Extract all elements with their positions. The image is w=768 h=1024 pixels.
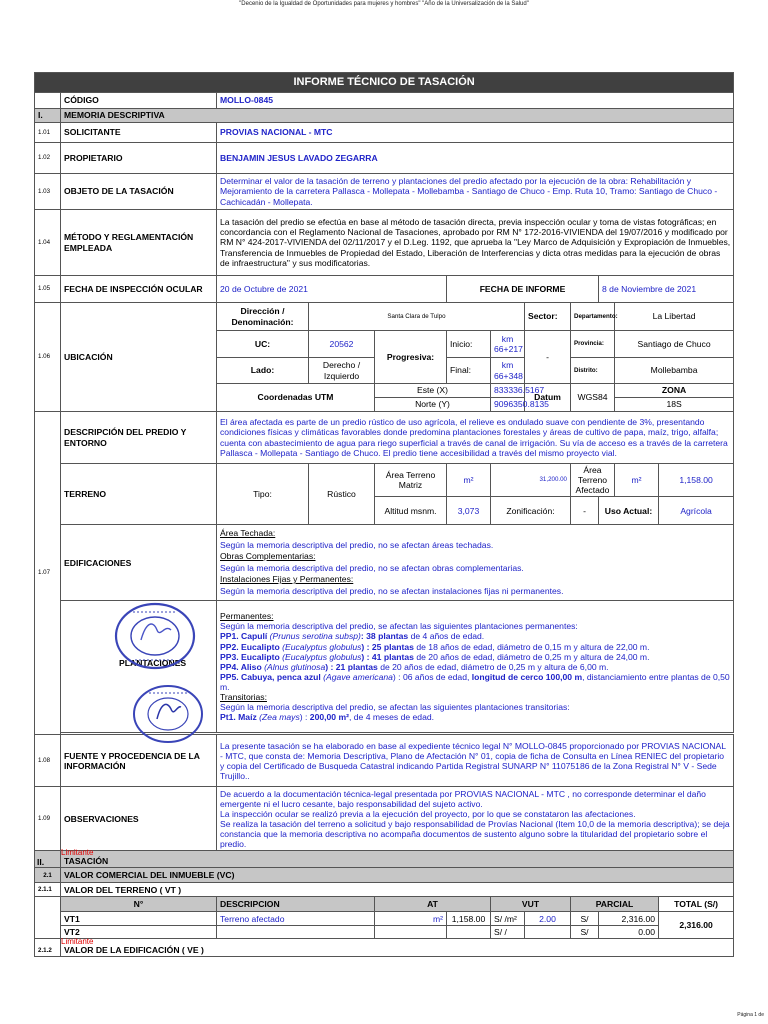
edif-instalaciones-heading: Instalaciones Fijas y Permanentes:: [220, 574, 354, 585]
vt2-desc: [217, 926, 375, 939]
vt-header-vut: VUT: [491, 897, 571, 912]
inicio-value: km 66+217: [491, 331, 525, 358]
area-afectado-unit: m²: [615, 464, 659, 497]
vt2-parcial-value: 0.00: [599, 926, 659, 939]
area-afectado-value: 1,158.00: [659, 464, 734, 497]
propietario-label: PROPIETARIO: [61, 143, 217, 174]
uso-actual-label: Uso Actual:: [599, 497, 659, 525]
terreno-label: TERRENO: [61, 464, 217, 525]
limitante-label-1: Limitante: [61, 848, 94, 858]
section-1-title: MEMORIA DESCRIPTIVA: [61, 109, 734, 123]
section-2-1-2-title: VALOR DE LA EDIFICACIÓN ( VE ): [61, 939, 734, 957]
vt2-vut-unit: S/ /: [491, 926, 525, 939]
departamento-value: La Libertad: [615, 303, 734, 331]
zonificacion-label: Zonificación:: [491, 497, 571, 525]
descripcion-value: El área afectada es parte de un predio rústico de uso agrícola, el relieve es ondulado suave con pendiente de 3%, presentando condiciones físicas y climáticas favorables donde predomina plantaciones forestales y áreas de cultivo de papa, maíz, trigo, alfalfa; cuenta con abastecimiento de agua para riego superficial a través de canal de irrigación. Su vía de acceso es a través de la carretera Pallasca - Mollepata - Santiago de Chuco. El predio tiene accesibilidad a través del mismo proyecto vial.: [217, 412, 734, 464]
area-afectado-label: Área Terreno Afectado: [571, 464, 615, 497]
vt1-vut-value: 2.00: [525, 912, 571, 926]
fecha-inspeccion-value: 20 de Octubre de 2021: [217, 276, 447, 303]
vt1-parcial-value: 2,316.00: [599, 912, 659, 926]
final-value: km 66+348: [491, 358, 525, 384]
codigo-value: MOLLO-0845: [217, 93, 734, 109]
section-2-1-title: VALOR COMERCIAL DEL INMUEBLE (VC): [61, 868, 734, 883]
altitud-label: Altitud msnm.: [375, 497, 447, 525]
section-2-1-1-num: 2.1.1: [35, 883, 61, 897]
zona-label: ZONA: [615, 384, 734, 398]
departamento-label: Departamento:: [571, 303, 615, 331]
metodo-label: MÉTODO Y REGLAMENTACIÓN EMPLEADA: [61, 210, 217, 276]
vt-header-n: N°: [61, 897, 217, 912]
vt2-at-unit: [375, 926, 447, 939]
tipo-value: Rústico: [309, 464, 375, 525]
propietario-value: BENJAMIN JESUS LAVADO ZEGARRA: [217, 143, 734, 174]
vt-header-total: TOTAL (S/): [659, 897, 734, 912]
edif-obras-text: Según la memoria descriptiva del predio, no se afectan obras complementarias.: [220, 562, 524, 573]
distrito-value: Mollebamba: [615, 358, 734, 384]
direccion-label: Dirección / Denominación:: [217, 303, 309, 331]
header-note: "Decenio de la Igualdad de Oportunidades para mujeres y hombres" "Año de la Universalización de la Salud": [239, 1, 529, 7]
plant-pp3: PP3. Eucalipto (Eucalyptus globulus) : 41 plantas de 20 años de edad, diámetro de 0,25 m y altura de 24,00 m.: [220, 651, 650, 662]
codigo-label: CÓDIGO: [61, 93, 217, 109]
vt-header-at: AT: [375, 897, 491, 912]
area-matriz-unit: m²: [447, 464, 491, 497]
plant-permanentes-intro: Según la memoria descriptiva del predio, se afectan las siguientes plantaciones permanentes:: [220, 621, 578, 632]
row-1-05-num: 1.05: [35, 276, 61, 303]
report-title: INFORME TÉCNICO DE TASACIÓN: [35, 73, 734, 93]
plant-transitorias-heading: Transitorias:: [220, 691, 267, 702]
plant-transitorias-intro: Según la memoria descriptiva del predio, se afectan las siguientes plantaciones transitorias:: [220, 701, 570, 712]
row-1-01-num: 1.01: [35, 123, 61, 143]
area-matriz-label: Área Terreno Matriz: [375, 464, 447, 497]
plant-pp4: PP4. Aliso (Alnus glutinosa) : 21 plantas de 20 años de edad, diámetro de 0,25 m y altura de 6,00 m.: [220, 661, 609, 672]
vt2-vut-value: [525, 926, 571, 939]
utm-label: Coordenadas UTM: [217, 384, 375, 412]
vt-header-desc: DESCRIPCION: [217, 897, 375, 912]
row-1-03-num: 1.03: [35, 174, 61, 210]
lado-label: Lado:: [217, 358, 309, 384]
plant-pp2: PP2. Eucalipto (Eucalyptus globulus) : 25 plantas de 18 años de edad, diámetro de 0,15 m y altura de 22,00 m.: [220, 641, 650, 652]
inicio-label: Inicio:: [447, 331, 491, 358]
seal-stamp-1: [113, 600, 197, 672]
edif-area-techada-heading: Área Techada:: [220, 528, 276, 539]
zonificacion-value: -: [571, 497, 599, 525]
tipo-label: Tipo:: [217, 464, 309, 525]
lado-value: Derecho / Izquierdo: [309, 358, 375, 384]
row-1-06-num: 1.06: [35, 303, 61, 412]
vt1-desc: Terreno afectado: [217, 912, 375, 926]
seal-stamp-2: [131, 683, 205, 745]
progresiva-dash: -: [525, 331, 571, 384]
edif-obras-heading: Obras Complementarias:: [220, 551, 316, 562]
edif-instalaciones-text: Según la memoria descriptiva del predio, no se afectan instalaciones fijas ni permanentes.: [220, 585, 564, 596]
plantaciones-content: [217, 601, 734, 733]
section-2-1-1-title: VALOR DEL TERRENO ( VT ): [61, 883, 734, 897]
este-value: 833336.5167: [491, 384, 525, 398]
observaciones-value: De acuerdo a la documentación técnica-legal presentada por PROVIAS NACIONAL - MTC , no corresponde determinar el daño emergente ni el lucro cesante, bajo responsabilidad del sujeto activo. La inspección ocular se realizó previa a la ejecución del proyecto, por lo que se constataron las afectaciones. Se realiza la tasación del terreno a solicitud y bajo responsabilidad de Provías Nacional (Item 10,0 de la memoria descriptiva); se deja constancia que la memoria descriptiva no acompaña documentos de sustento alguno sobre la titularidad del propietario sobre el predio.: [217, 787, 734, 851]
ubicacion-label: UBICACIÓN: [61, 303, 217, 412]
vt1-vut-unit: S/ /m²: [491, 912, 525, 926]
solicitante-value: PROVIAS NACIONAL - MTC: [217, 123, 734, 143]
edificaciones-content: [217, 525, 734, 601]
row-1-08-num: 1.08: [35, 735, 61, 787]
fecha-informe-label: FECHA DE INFORME: [447, 276, 599, 303]
observaciones-label: OBSERVACIONES: [61, 787, 217, 851]
uc-label: UC:: [217, 331, 309, 358]
uso-actual-value: Agrícola: [659, 497, 734, 525]
row-1-09-num: 1.09: [35, 787, 61, 851]
vt1-n: VT1: [61, 912, 217, 926]
area-matriz-value: 31,200.00: [491, 464, 571, 497]
fuente-value: La presente tasación se ha elaborado en base al expediente técnico legal N° MOLLO-0845 proporcionado por PROVIAS NACIONAL - MTC, que consta de: Memoria Descriptiva, Plano de Afectación N° 01, copia de ficha de Consulta en Línea RENIEC del propietario y copia del Certificado de Busqueda Catastral indicando Partida Registral SUNARP N° 11075186 de la Zona Registral N° V - Sede Trujillo..: [217, 735, 734, 787]
sector-label: Sector:: [525, 303, 571, 331]
appraisal-report-table: [34, 72, 734, 957]
progresiva-label: Progresiva:: [375, 331, 447, 384]
objeto-value: Determinar el valor de la tasación de terreno y plantaciones del predio afectado por la ejecución de la obra: Rehabilitación y Mejoramiento de la carretera Pallasca - Mollepata - Mollebamba - Santiago de Chuco - Emp. Ruta 10, Tramo: Santiago de Chuco - Cachicadán - Mollepata.: [217, 174, 734, 210]
solicitante-label: SOLICITANTE: [61, 123, 217, 143]
plant-pp1: PP1. Capulí (Prunus serotina subsp): 38 plantas de 4 años de edad.: [220, 631, 485, 642]
altitud-value: 3,073: [447, 497, 491, 525]
limitante-label-2: Limitante: [61, 937, 94, 947]
fecha-inspeccion-label: FECHA DE INSPECCIÓN OCULAR: [61, 276, 217, 303]
plant-pt1: Pt1. Maíz (Zea mays) : 200,00 m², de 4 meses de edad.: [220, 711, 435, 722]
datum-label: Datum: [525, 384, 571, 412]
provincia-value: Santiago de Chuco: [615, 331, 734, 358]
direccion-value: Santa Clara de Tulpo: [309, 303, 525, 331]
section-2-1-2-num-cell: [35, 937, 94, 957]
plant-pp5: PP5. Cabuya, penca azul (Agave americana) : 06 años de edad, longitud de cerco 100,00 m, distanciamiento entre plantas de 0,50 m.: [220, 671, 730, 692]
section-2-title: TASACIÓN: [61, 851, 734, 868]
uc-value: 20562: [309, 331, 375, 358]
fecha-informe-value: 8 de Noviembre de 2021: [599, 276, 734, 303]
section-2-1-num: 2.1: [35, 868, 61, 883]
section-2-1-2-num: 2.1.2: [38, 946, 52, 954]
vt1-parcial-unit: S/: [571, 912, 599, 926]
datum-value: WGS84: [571, 384, 615, 412]
fuente-label: FUENTE Y PROCEDENCIA DE LA INFORMACIÓN: [61, 735, 217, 787]
zona-value: 18S: [615, 398, 734, 412]
row-1-07-num: 1.07: [35, 412, 61, 735]
vt2-n: VT2: [61, 926, 217, 939]
edif-area-techada-text: Según la memoria descriptiva del predio, no se afectan áreas techadas.: [220, 539, 494, 550]
row-1-04-num: 1.04: [35, 210, 61, 276]
vt1-at-unit: m²: [375, 912, 447, 926]
descripcion-label: DESCRIPCIÓN DEL PREDIO Y ENTORNO: [61, 412, 217, 464]
final-label: Final:: [447, 358, 491, 384]
provincia-label: Provincia:: [571, 331, 615, 358]
page-number: Página 1 de: [737, 1012, 764, 1018]
vt1-at-value: 1,158.00: [447, 912, 491, 926]
plant-permanentes-heading: Permanentes:: [220, 611, 274, 622]
metodo-value: La tasación del predio se efectúa en base al método de tasación directa, previa inspección ocular y toma de vistas fotográficas; en concordancia con el Reglamento Nacional de Tasaciones, aprobado por RM N° 172-2016-VIVIENDA del 19/07/2016 y modificado por RM N° 424-2017-VIVIENDA del 02/11/2017 y el D.Leg. 1192, que aprueba la "Ley Marco de Adquisición y Expropiación de Inmuebles, Transferencia de Inmuebles de Propiedad del Estado, Liberación de Interferencias y dicta otras medidas para la ejecución de obras de infraestructura" y sus modificatorias.: [217, 210, 734, 276]
norte-label: Norte (Y): [375, 398, 491, 412]
distrito-label: Distrito:: [571, 358, 615, 384]
vt2-at-value: [447, 926, 491, 939]
row-1-02-num: 1.02: [35, 143, 61, 174]
section-1-num: I.: [35, 109, 61, 123]
este-label: Este (X): [375, 384, 491, 398]
section-2-num: II.: [37, 857, 45, 868]
vt-header-parcial: PARCIAL: [571, 897, 659, 912]
plantaciones-label: PLANTACIONES: [119, 658, 187, 669]
vt2-parcial-unit: S/: [571, 926, 599, 939]
edificaciones-label: EDIFICACIONES: [61, 525, 217, 601]
norte-value: 9096350.8135: [491, 398, 525, 412]
objeto-label: OBJETO DE LA TASACIÓN: [61, 174, 217, 210]
vt-total-value: 2,316.00: [659, 912, 734, 939]
